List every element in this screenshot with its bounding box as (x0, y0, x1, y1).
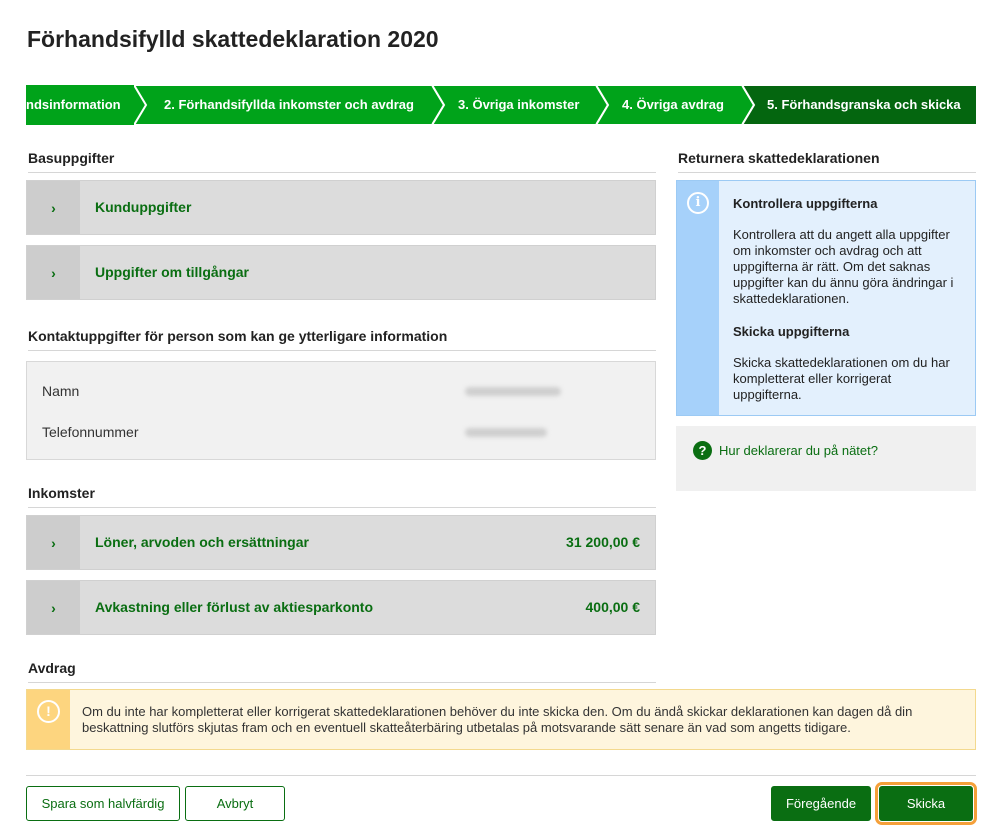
step-1-label: ndsinformation (26, 97, 121, 112)
info-strip (677, 181, 719, 415)
save-draft-button[interactable]: Spara som halvfärdig (26, 786, 180, 821)
contact-name-label: Namn (42, 383, 80, 399)
accordion-label: Löner, arvoden och ersättningar (95, 534, 309, 550)
help-link[interactable]: Hur deklarerar du på nätet? (719, 443, 878, 458)
step-3-label: 3. Övriga inkomster (458, 97, 580, 112)
footer-divider (26, 775, 976, 776)
redacted-name-value (465, 387, 561, 396)
sidebar-heading: Returnera skattedeklarationen (678, 150, 976, 173)
check-heading: Kontrollera uppgifterna (733, 196, 878, 211)
cancel-button[interactable]: Avbryt (185, 786, 285, 821)
section-heading-contact: Kontaktuppgifter för person som kan ge ytterligare information (28, 328, 656, 351)
step-5-label: 5. Förhandsgranska och skicka (767, 97, 961, 112)
warning-strip (27, 690, 70, 749)
accordion-tillgangar[interactable] (26, 245, 656, 300)
exclamation-icon: ! (37, 700, 60, 723)
contact-phone-label: Telefonnummer (42, 424, 139, 440)
accordion-label: Kunduppgifter (95, 199, 192, 215)
accordion-amount: 400,00 € (585, 599, 640, 615)
accordion-label: Avkastning eller förlust av aktiesparkonto (95, 599, 374, 615)
accordion-label: Uppgifter om tillgångar (95, 264, 249, 280)
step-1[interactable] (26, 85, 146, 125)
help-panel (676, 426, 976, 491)
step-4[interactable] (596, 85, 754, 125)
step-3[interactable] (432, 85, 608, 125)
send-heading: Skicka uppgifterna (733, 324, 850, 339)
chevron-right-icon: › (27, 581, 80, 634)
question-icon: ? (693, 441, 712, 460)
info-icon: i (687, 192, 709, 214)
contact-info-box (26, 361, 656, 460)
step-2[interactable] (134, 85, 444, 125)
warning-notice (26, 689, 976, 750)
send-text: Skicka skattedeklarationen om du har kompletterat eller korrigerat uppgifterna. (733, 355, 950, 402)
progress-stepper (26, 85, 976, 125)
accordion-amount: 31 200,00 € (566, 534, 640, 550)
chevron-right-icon: › (27, 181, 80, 234)
section-heading-income: Inkomster (28, 485, 656, 508)
info-panel (676, 180, 976, 416)
previous-button[interactable]: Föregående (771, 786, 871, 821)
warning-text: Om du inte har kompletterat eller korrigerat skattedeklarationen behöver du inte skicka den. Om du ändå skickar deklarationen kan dagen då din beskattning slutförs skjutas fram och en eventuell skatteåterbäring utbetalas på motsvarande sätt senare än vad som angetts tidigare. (82, 704, 913, 735)
section-heading-basuppgifter: Basuppgifter (28, 150, 656, 173)
step-2-label: 2. Förhandsifyllda inkomster och avdrag (164, 97, 414, 112)
accordion-kunduppgifter[interactable] (26, 180, 656, 235)
check-text: Kontrollera att du angett alla uppgifter om inkomster och avdrag och att uppgifterna är rätt. Om det saknas uppgifter kan du ännu göra ändringar i skattedeklarationen. (733, 227, 954, 306)
chevron-right-icon: › (27, 246, 80, 299)
accordion-loner[interactable] (26, 515, 656, 570)
redacted-phone-value (465, 428, 547, 437)
step-4-label: 4. Övriga avdrag (622, 97, 724, 112)
section-heading-deductions: Avdrag (28, 660, 656, 683)
step-5-current[interactable] (742, 85, 976, 125)
accordion-aktiesparkonto[interactable] (26, 580, 656, 635)
submit-button[interactable]: Skicka (879, 786, 973, 821)
chevron-right-icon: › (27, 516, 80, 569)
page-title: Förhandsifylld skattedeklaration 2020 (27, 26, 439, 52)
